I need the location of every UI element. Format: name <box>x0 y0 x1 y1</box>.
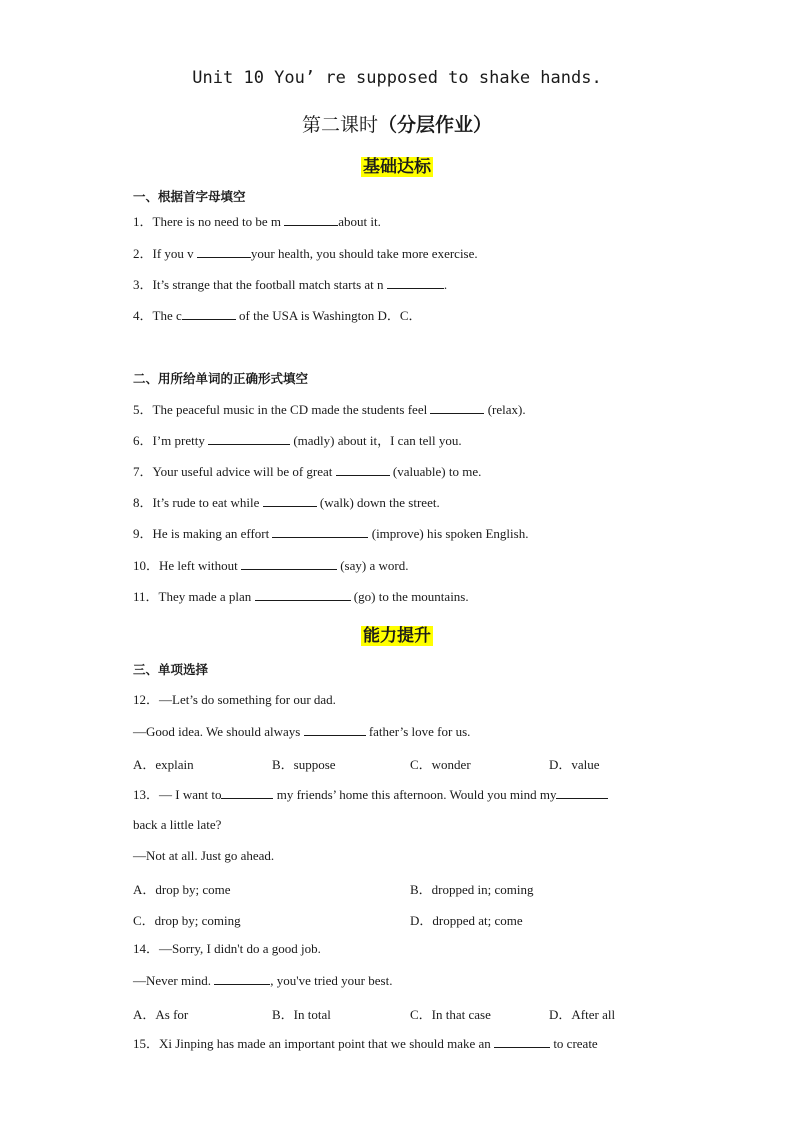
question-15: 15．Xi Jinping has made an important point that we should make an to create <box>133 1036 598 1051</box>
option-d[interactable]: D．dropped at; come <box>410 913 523 928</box>
question-13-line1: 13．— I want to my friends’ home this afternoon. Would you mind my <box>133 786 608 803</box>
answer-blank[interactable] <box>556 786 608 799</box>
section-heading-3: 三、单项选择 <box>133 662 209 677</box>
answer-blank[interactable] <box>182 307 236 320</box>
answer-blank[interactable] <box>387 276 444 289</box>
page-subtitle <box>0 110 794 137</box>
question-7: 7．Your useful advice will be of great (valuable) to me. <box>133 464 482 479</box>
question-12-stem: 12．—Let’s do something for our dad. <box>133 692 336 707</box>
option-a[interactable]: A．explain <box>133 757 194 772</box>
question-13-line2: back a little late? <box>133 817 222 832</box>
banner-advanced: 能力提升 <box>363 626 431 646</box>
option-c[interactable]: C．wonder <box>410 757 471 772</box>
answer-blank[interactable] <box>241 557 337 570</box>
question-11: 11．They made a plan (go) to the mountains. <box>133 589 469 604</box>
question-12-line2: —Good idea. We should always father’s love for us. <box>133 724 471 739</box>
question-8: 8．It’s rude to eat while (walk) down the street. <box>133 495 440 510</box>
option-b[interactable]: B．suppose <box>272 757 336 772</box>
answer-blank[interactable] <box>221 786 273 799</box>
answer-blank[interactable] <box>430 401 484 414</box>
option-c[interactable]: C．drop by; coming <box>133 913 241 928</box>
section-heading-2: 二、用所给单词的正确形式填空 <box>133 371 309 386</box>
option-a[interactable]: A．As for <box>133 1007 189 1022</box>
answer-blank[interactable] <box>255 588 351 601</box>
answer-blank[interactable] <box>208 432 290 445</box>
section-heading-1: 一、根据首字母填空 <box>133 189 246 204</box>
question-10: 10．He left without (say) a word. <box>133 558 409 573</box>
question-5: 5．The peaceful music in the CD made the students feel (relax). <box>133 402 526 417</box>
answer-blank[interactable] <box>197 245 251 258</box>
answer-blank[interactable] <box>263 494 317 507</box>
option-d[interactable]: D．value <box>549 757 600 772</box>
answer-blank[interactable] <box>272 525 368 538</box>
answer-blank[interactable] <box>214 972 270 985</box>
question-9: 9．He is making an effort (improve) his spoken English. <box>133 526 529 541</box>
question-2: 2．If you v your health, you should take more exercise. <box>133 246 478 261</box>
question-3: 3．It’s strange that the football match starts at n . <box>133 277 448 292</box>
page-title: Unit 10 You’ re supposed to shake hands. <box>192 68 602 88</box>
option-a[interactable]: A．drop by; come <box>133 882 231 897</box>
question-14-stem: 14．—Sorry, I didn't do a good job. <box>133 941 321 956</box>
answer-blank[interactable] <box>336 463 390 476</box>
answer-blank[interactable] <box>494 1035 550 1048</box>
question-14-line2: —Never mind. , you've tried your best. <box>133 973 393 988</box>
option-c[interactable]: C．In that case <box>410 1007 491 1022</box>
lesson-label: 第二课时 <box>301 114 378 136</box>
answer-blank[interactable] <box>304 723 366 736</box>
answer-blank[interactable] <box>284 213 338 226</box>
question-6: 6．I’m pretty (madly) about it，I can tell you. <box>133 433 462 448</box>
question-1: 1．There is no need to be m about it. <box>133 214 381 229</box>
option-b[interactable]: B．In total <box>272 1007 331 1022</box>
homework-label: （分层作业） <box>378 114 493 136</box>
option-d[interactable]: D．After all <box>549 1007 616 1022</box>
banner-basic: 基础达标 <box>363 157 431 177</box>
question-13-line3: —Not at all. Just go ahead. <box>133 848 275 863</box>
option-b[interactable]: B．dropped in; coming <box>410 882 534 897</box>
question-4: 4．The c of the USA is Washington D．C． <box>133 308 422 323</box>
